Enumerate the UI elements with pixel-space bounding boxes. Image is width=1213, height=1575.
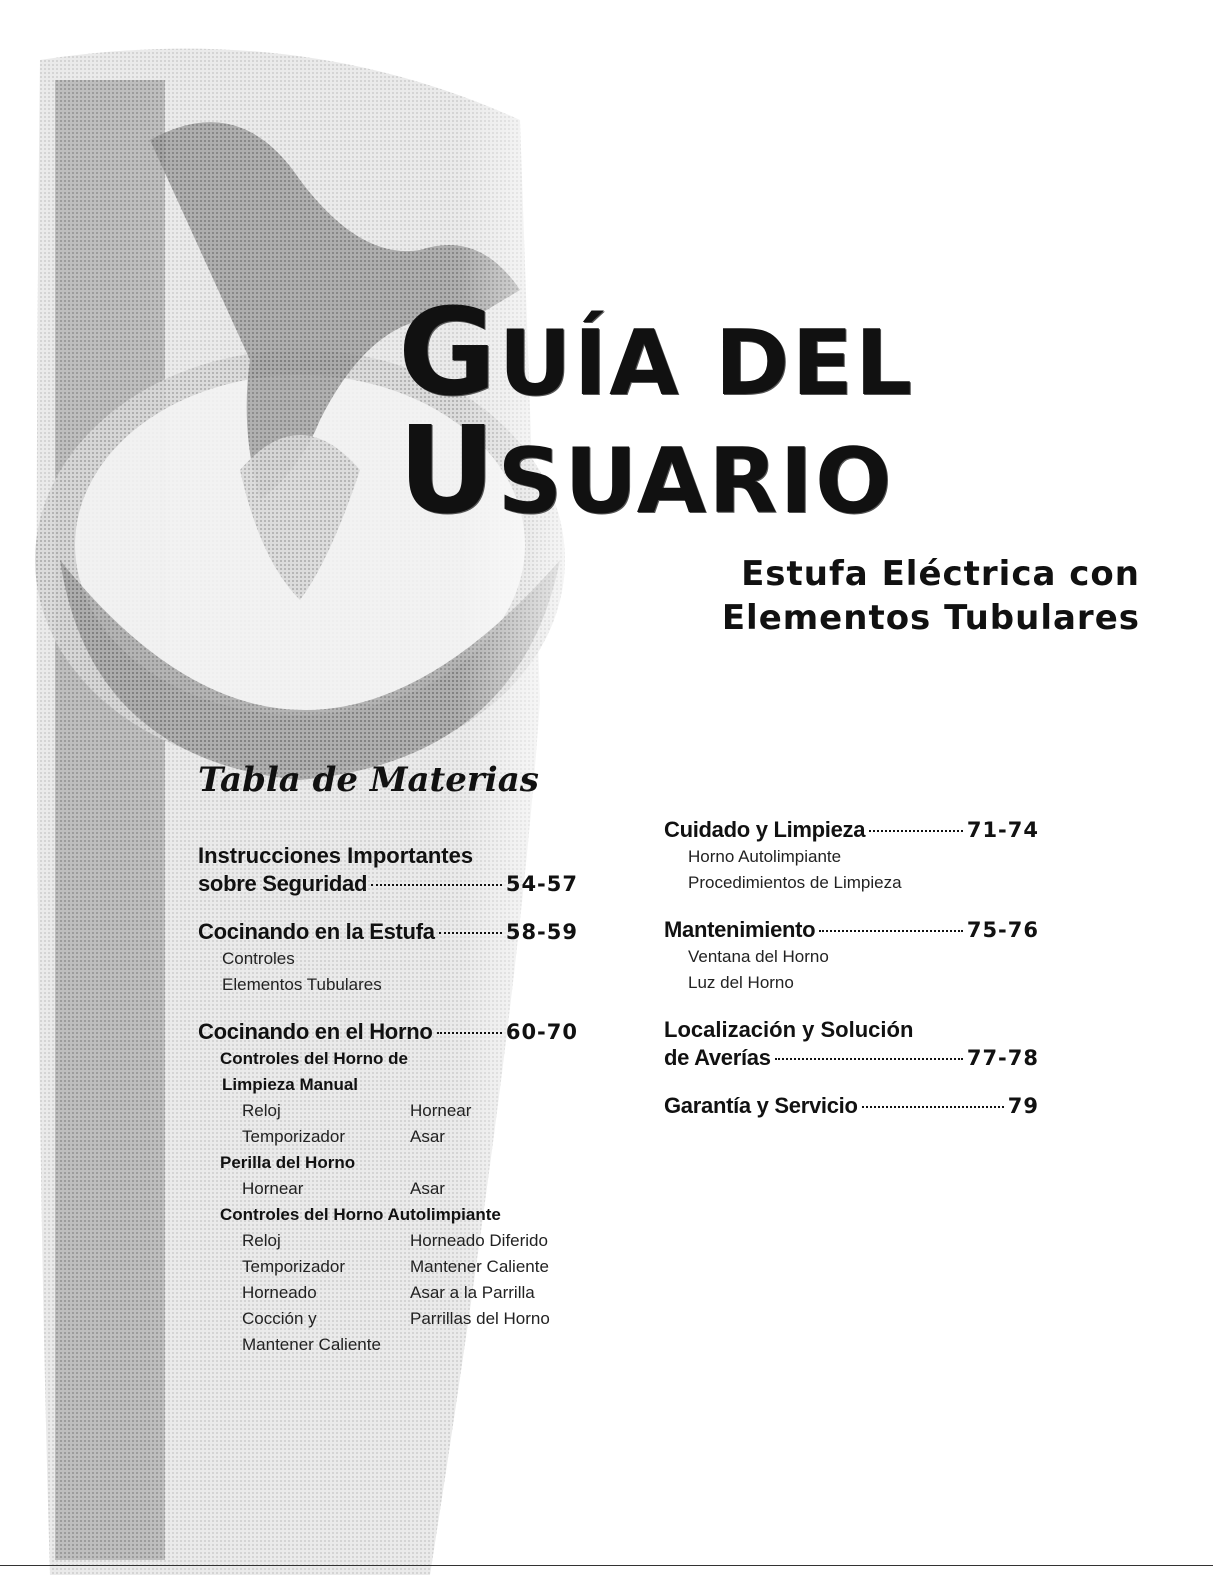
toc-pair: Temporizador Mantener Caliente (242, 1257, 549, 1276)
toc-entry-cuidado: Cuidado y Limpieza 71-74 Horno Autolimpiante Procedimientos de Limpieza (664, 817, 1039, 892)
footer-rule (0, 1565, 1213, 1566)
title-line-2: USUARIO (398, 402, 894, 541)
toc-pair: Horneado Asar a la Parrilla (242, 1283, 535, 1302)
toc-heading: Tabla de Materias (198, 760, 539, 800)
title-line-1: GUÍA DEL (398, 284, 915, 423)
toc-entry-mantenimiento: Mantenimiento 75-76 Ventana del Horno Luz del Horno (664, 917, 1039, 992)
toc-pair: Hornear Asar (242, 1179, 445, 1198)
document-subtitle: Estufa Eléctrica con Elementos Tubulares (721, 554, 1140, 638)
toc-entry-seguridad: Instrucciones Importantes sobre Seguridad 54-57 (198, 843, 578, 896)
toc-pair: Reloj Horneado Diferido (242, 1231, 548, 1250)
toc-entry-horno: Cocinando en el Horno 60-70 Controles del Horno de Limpieza Manual Reloj Hornear Temporizador Asar Perilla del Horno Hornear Asar Controles del Horno Autolimpiante Reloj Horneado Diferido Temporizador Mantener Caliente Horneado Asar a la Parrilla Cocción y Parrillas del Horno Mantener Caliente (198, 1018, 578, 1358)
toc-entry-localizacion: Localización y Solución de Averías 77-78 (664, 1017, 1039, 1070)
toc-pair: Temporizador Asar (242, 1127, 445, 1146)
toc-left-column (198, 842, 578, 1378)
toc-right-column (664, 816, 1039, 1140)
toc-entry-estufa: Cocinando en la Estufa 58-59 Controles Elementos Tubulares (198, 919, 578, 994)
toc-pair: Cocción y Parrillas del Horno (242, 1309, 550, 1328)
toc-pair: Mantener Caliente (242, 1335, 381, 1354)
document-title (398, 284, 918, 541)
toc-pair: Reloj Hornear (242, 1101, 472, 1120)
toc-entry-garantia: Garantía y Servicio 79 (664, 1093, 1039, 1118)
